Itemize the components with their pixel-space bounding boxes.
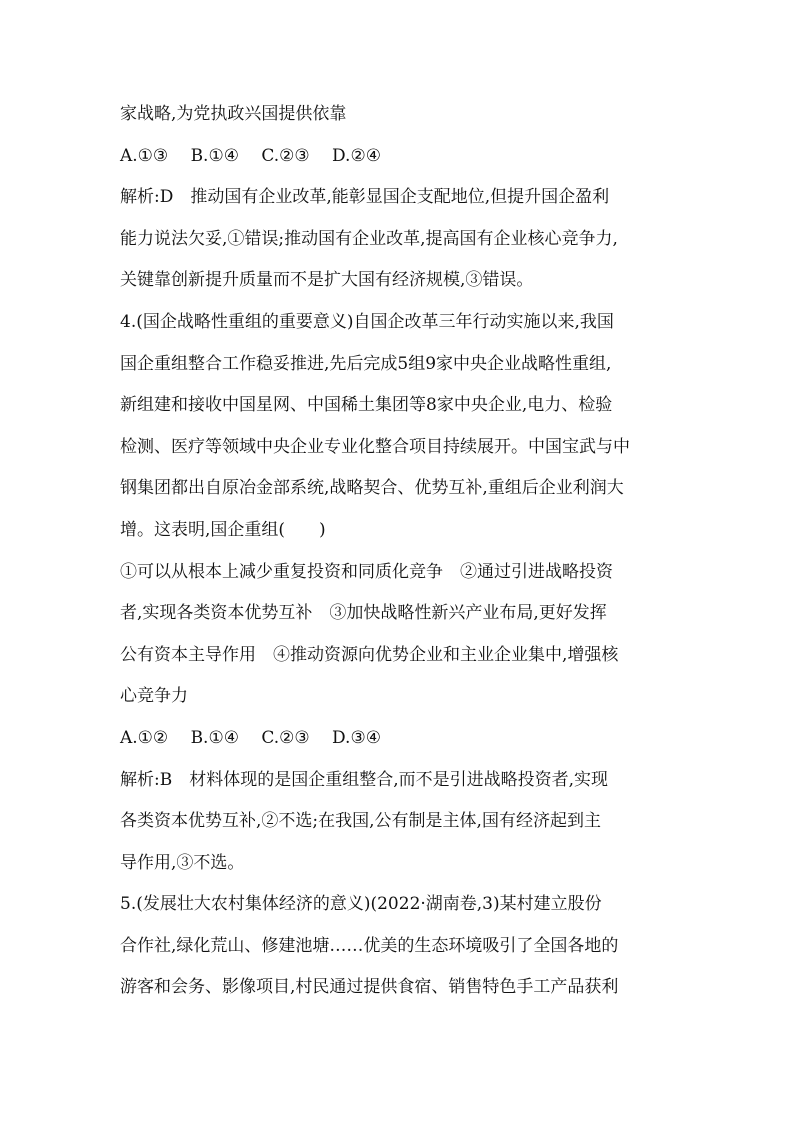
- analysis-text: 关键靠创新提升质量而不是扩大国有经济规模,③错误。: [120, 270, 534, 291]
- statement-text: ①可以从根本上减少重复投资和同质化竞争 ②通过引进战略投资: [120, 561, 613, 582]
- question-text: 国企重组整合工作稳妥推进,先后完成5组9家中央企业战略性重组,: [120, 353, 612, 374]
- analysis-text: 各类资本优势互补,②不选;在我国,公有制是主体,国有经济起到主: [120, 811, 601, 832]
- question-text: 合作社,绿化荒山、修建池塘……优美的生态环境吸引了全国各地的: [120, 935, 619, 956]
- answer-options: A.①② B.①④ C.②③ D.③④: [120, 727, 381, 748]
- analysis-text: 解析:B 材料体现的是国企重组整合,而不是引进战略投资者,实现: [120, 769, 609, 790]
- question-text: 检测、医疗等领域中央企业专业化整合项目持续展开。中国宝武与中: [120, 436, 630, 457]
- question-text: 4.(国企战略性重组的重要意义)自国企改革三年行动实施以来,我国: [120, 311, 614, 332]
- question-text: 新组建和接收中国星网、中国稀土集团等8家中央企业,电力、检验: [120, 395, 613, 416]
- question-text: 5.(发展壮大农村集体经济的意义)(2022·湖南卷,3)某村建立股份: [120, 894, 602, 915]
- analysis-text: 导作用,③不选。: [120, 852, 245, 873]
- statement-text: 心竞争力: [120, 686, 188, 707]
- answer-options: A.①③ B.①④ C.②③ D.②④: [120, 145, 381, 166]
- question-text: 游客和会务、影像项目,村民通过提供食宿、销售特色手工产品获利: [120, 977, 619, 998]
- question-text: 增。这表明,国企重组( ): [120, 519, 326, 540]
- analysis-text: 解析:D 推动国有企业改革,能彰显国企支配地位,但提升国企盈利: [120, 187, 610, 208]
- statement-text: 公有资本主导作用 ④推动资源向优势企业和主业企业集中,增强核: [120, 644, 619, 665]
- text-line: 家战略,为党执政兴国提供依靠: [120, 104, 347, 124]
- document-page: [120, 100, 680, 1015]
- statement-text: 者,实现各类资本优势互补 ③加快战略性新兴产业布局,更好发挥: [120, 603, 607, 624]
- question-text: 钢集团都出自原冶金部系统,战略契合、优势互补,重组后企业利润大: [120, 478, 624, 499]
- analysis-text: 能力说法欠妥,①错误;推动国有企业改革,提高国有企业核心竞争力,: [120, 228, 618, 249]
